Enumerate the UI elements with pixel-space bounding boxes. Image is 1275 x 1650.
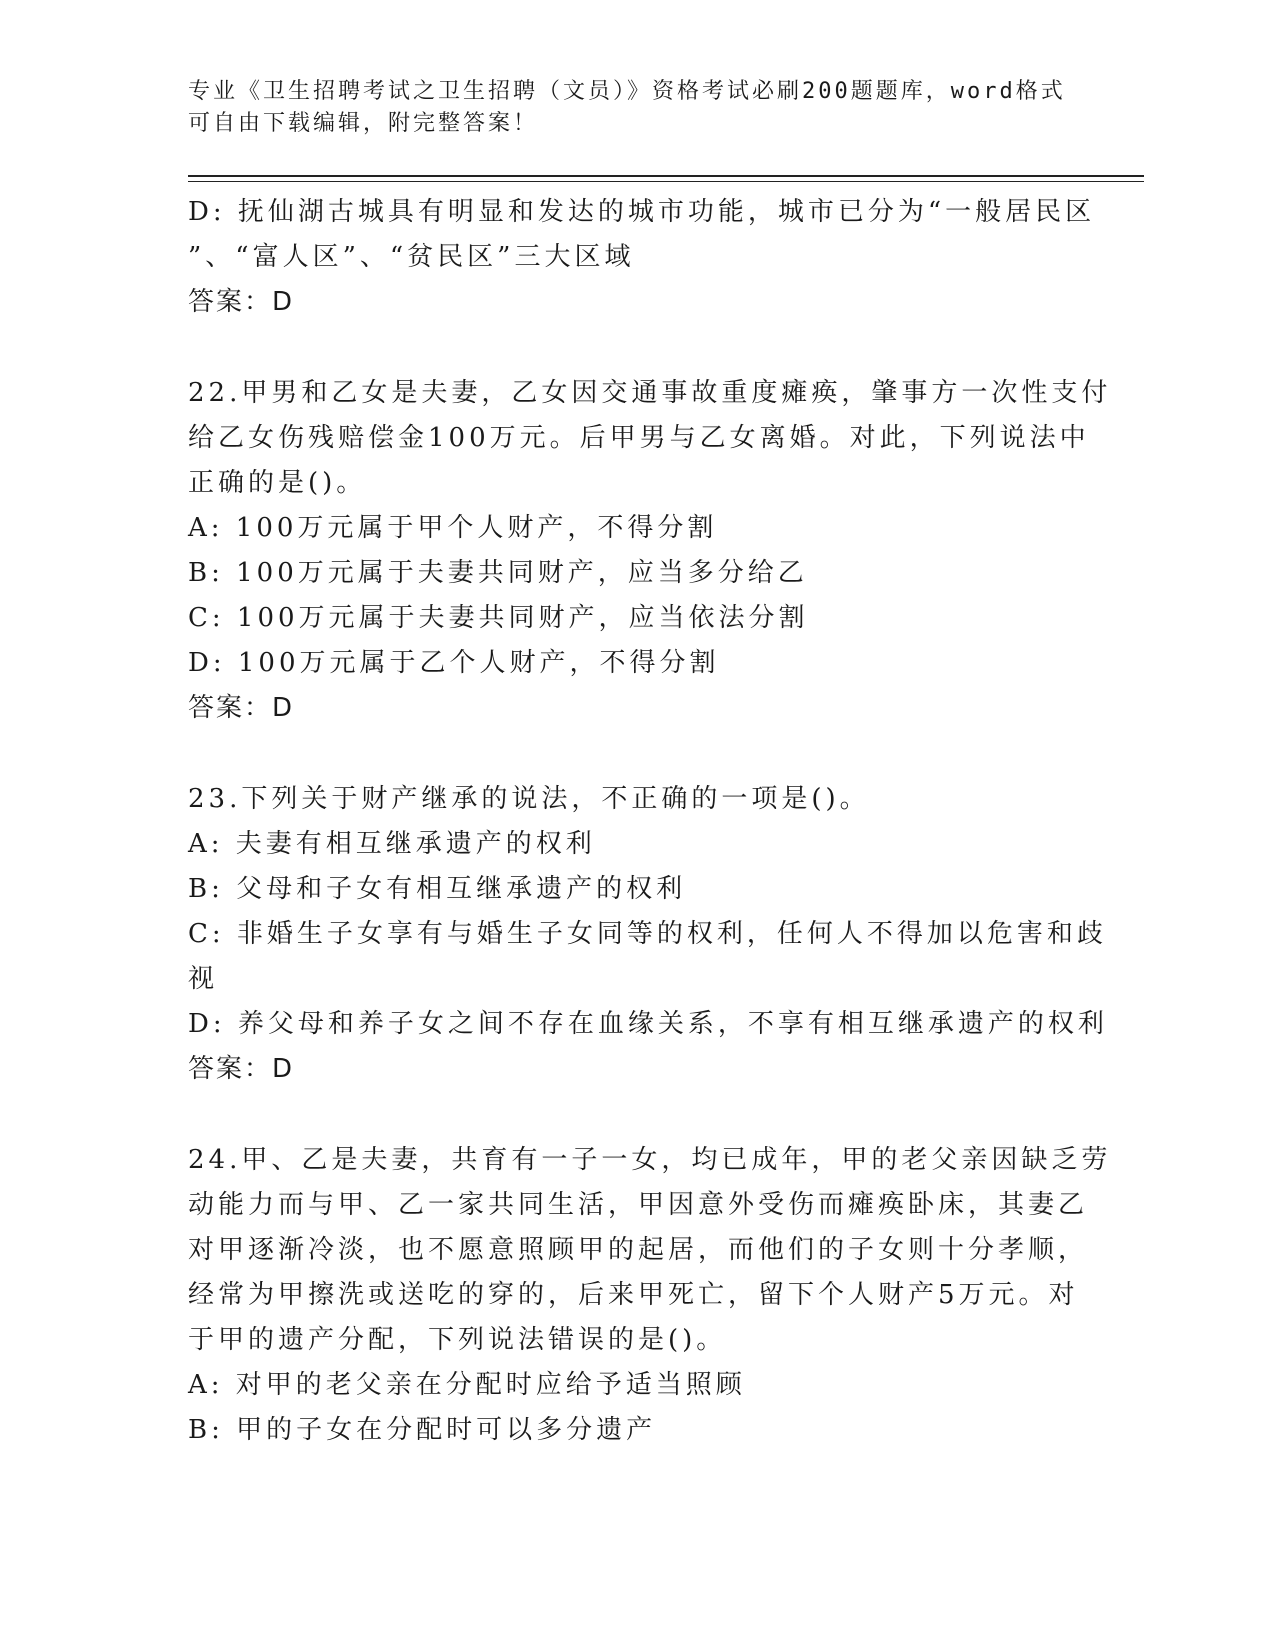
header-line-2: 可自由下载编辑，附完整答案！	[188, 111, 539, 136]
option-b: B: 甲的子女在分配时可以多分遗产	[188, 1415, 657, 1445]
question-stem-line: 24.甲、乙是夫妻，共育有一子一女，均已成年，甲的老父亲因缺乏劳	[188, 1145, 1112, 1175]
question-stem-line: 对甲逐渐冷淡，也不愿意照顾甲的起居，而他们的子女则十分孝顺，	[188, 1235, 1089, 1265]
question-22	[188, 371, 1112, 731]
question-21-tail	[188, 190, 1096, 325]
question-stem-line: 于甲的遗产分配，下列说法错误的是()。	[188, 1325, 727, 1355]
option-c: C: 100万元属于夫妻共同财产，应当依法分割	[188, 603, 809, 633]
question-stem-line: 23.下列关于财产继承的说法，不正确的一项是()。	[188, 784, 870, 814]
option-a: A: 100万元属于甲个人财产，不得分割	[188, 513, 718, 543]
question-24	[188, 1138, 1112, 1453]
option-a: A: 对甲的老父亲在分配时应给予适当照顾	[188, 1370, 746, 1400]
option-c: C: 非婚生子女享有与婚生子女同等的权利，任何人不得加以危害和歧	[188, 919, 1107, 949]
option-d: D: 100万元属于乙个人财产，不得分割	[188, 648, 720, 678]
question-stem-line: 正确的是()。	[188, 468, 367, 498]
question-stem-line: 经常为甲擦洗或送吃的穿的，后来甲死亡，留下个人财产5万元。对	[188, 1280, 1079, 1310]
question-23	[188, 777, 1108, 1092]
header-divider-thin	[188, 181, 1144, 182]
question-stem-line: 给乙女伤残赔偿金100万元。后甲男与乙女离婚。对此，下列说法中	[188, 423, 1090, 453]
option-b: B: 100万元属于夫妻共同财产，应当多分给乙	[188, 558, 808, 588]
question-stem-line: 22.甲男和乙女是夫妻，乙女因交通事故重度瘫痪，肇事方一次性支付	[188, 378, 1112, 408]
question-stem-line: 动能力而与甲、乙一家共同生活，甲因意外受伤而瘫痪卧床，其妻乙	[188, 1190, 1089, 1220]
option-a: A: 夫妻有相互继承遗产的权利	[188, 829, 596, 859]
header-divider-thick	[188, 175, 1144, 177]
option-b: B: 父母和子女有相互继承遗产的权利	[188, 874, 687, 904]
option-c: 视	[188, 964, 219, 994]
option-d-line: ”、“富人区”、“贫民区”三大区域	[188, 242, 635, 272]
document-header	[188, 76, 1068, 140]
option-d-line: D: 抚仙湖古城具有明显和发达的城市功能，城市已分为“一般居民区	[188, 197, 1096, 227]
question-content	[188, 190, 1112, 1453]
header-line-1: 专业《卫生招聘考试之卫生招聘（文员）》资格考试必刷200题题库，word格式	[188, 79, 1066, 104]
answer-line: 答案：D	[188, 287, 295, 317]
answer-line: 答案：D	[188, 1054, 295, 1084]
answer-line: 答案：D	[188, 693, 295, 723]
option-d: D: 养父母和养子女之间不存在血缘关系，不享有相互继承遗产的权利	[188, 1009, 1108, 1039]
